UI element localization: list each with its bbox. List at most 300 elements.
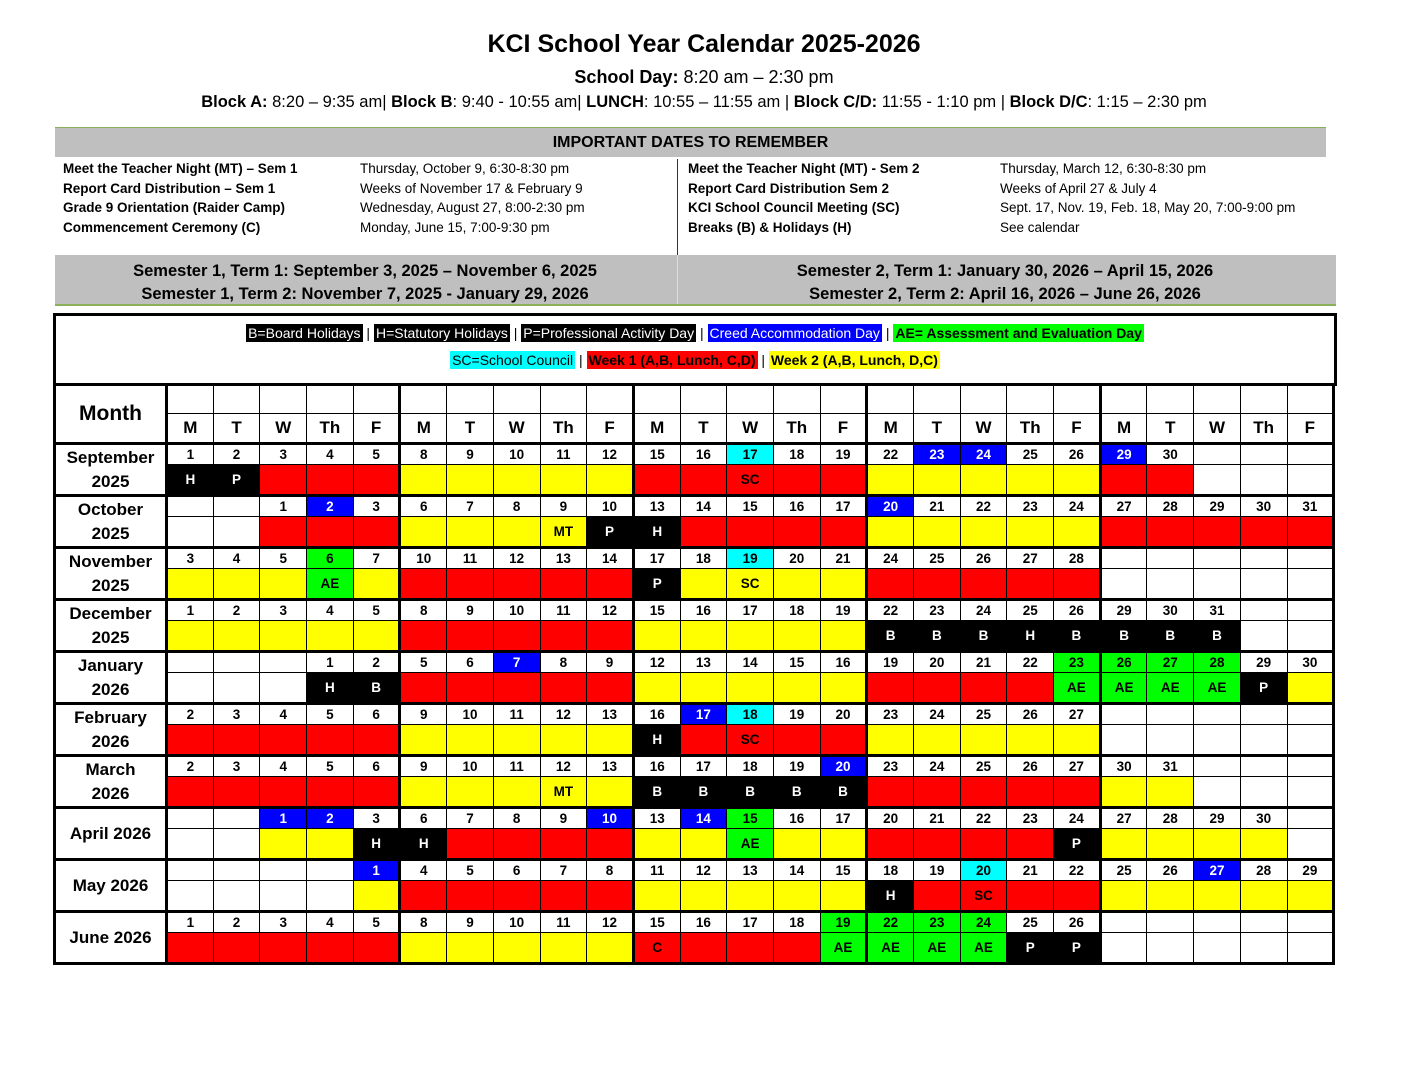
week-header-spacer [400,385,447,414]
day-number: 22 [960,496,1007,517]
day-event [1287,829,1334,860]
day-number: 10 [587,496,634,517]
day-event [400,777,447,808]
month-label [55,756,167,808]
month-label-line: 2025 [91,575,130,595]
month-label [55,912,167,964]
day-number: 27 [1147,652,1194,673]
day-event [680,881,727,912]
day-number: 20 [960,860,1007,881]
day-event [447,517,494,548]
day-event [1287,777,1334,808]
day-number: 31 [1287,496,1334,517]
month-label-line: 2025 [91,523,130,543]
day-event [167,517,214,548]
day-event [820,465,867,496]
important-date-row [63,198,673,218]
day-number: 5 [353,912,400,933]
day-number: 4 [260,756,307,777]
day-number: 27 [1054,704,1101,725]
day-number [167,652,214,673]
legend [53,313,1337,386]
important-date-row [688,198,1318,218]
day-number: 1 [167,444,214,465]
day-number: 19 [727,548,774,569]
week-header-spacer [914,385,961,414]
day-header: M [633,414,680,444]
day-number: 3 [260,444,307,465]
day-event [447,621,494,652]
day-event [167,777,214,808]
day-number: 28 [1240,860,1287,881]
week-header-spacer [353,385,400,414]
day-number: 19 [867,652,914,673]
day-event [353,777,400,808]
day-number [1287,808,1334,829]
day-number: 20 [820,704,867,725]
day-event [1240,829,1287,860]
month-label [55,860,167,912]
day-number: 20 [867,496,914,517]
day-event: B [914,621,961,652]
day-event [680,829,727,860]
day-number: 31 [1194,600,1241,621]
week-header-spacer [1287,385,1334,414]
day-number: 24 [914,704,961,725]
month-dates-row [55,756,1334,777]
day-event [820,725,867,756]
day-event [587,465,634,496]
day-event [633,465,680,496]
day-event [960,829,1007,860]
day-number: 26 [1054,444,1101,465]
day-number: 25 [914,548,961,569]
day-event: B [1147,621,1194,652]
important-date-value: Thursday, March 12, 6:30-8:30 pm [1000,161,1207,176]
day-event [213,829,260,860]
day-event [167,933,214,964]
day-number [1240,444,1287,465]
day-header: M [867,414,914,444]
day-event: AE [1194,673,1241,704]
day-event [867,465,914,496]
day-number [1194,444,1241,465]
day-event [1100,777,1147,808]
day-event [587,569,634,600]
important-date-row [688,218,1318,238]
week-header-spacer [1194,385,1241,414]
day-event [493,777,540,808]
day-header: Th [540,414,587,444]
day-number: 14 [727,652,774,673]
day-number: 22 [867,444,914,465]
day-event [260,829,307,860]
day-header: F [1054,414,1101,444]
day-number: 10 [493,600,540,621]
block-schedule [0,93,1408,112]
week-header-spacer [773,385,820,414]
month-label-line: May 2026 [72,875,149,895]
day-event [773,829,820,860]
day-number: 2 [167,704,214,725]
day-event [1240,621,1287,652]
day-event [914,673,961,704]
legend-line-2 [56,352,1334,368]
page-title: KCI School Year Calendar 2025-2026 [487,30,921,58]
week-header-spacer [493,385,540,414]
day-number: 6 [353,756,400,777]
day-number: 27 [1100,496,1147,517]
day-number: 12 [493,548,540,569]
day-event [1287,569,1334,600]
day-number: 6 [493,860,540,881]
day-number: 1 [260,808,307,829]
day-event [1147,517,1194,548]
day-event: AE [914,933,961,964]
month-header: Month [55,385,167,444]
day-number: 5 [353,444,400,465]
important-date-value: Monday, June 15, 7:00-9:30 pm [360,219,550,235]
day-header: F [353,414,400,444]
day-event [960,465,1007,496]
day-event: H [167,465,214,496]
important-date-value: See calendar [1000,219,1080,235]
day-header: T [680,414,727,444]
day-number: 7 [540,860,587,881]
day-number: 12 [540,704,587,725]
day-event [1240,725,1287,756]
day-event [914,569,961,600]
day-number [1194,704,1241,725]
day-number: 25 [1007,444,1054,465]
important-date-row [688,179,1318,199]
day-event: AE [867,933,914,964]
day-event [447,881,494,912]
day-number: 9 [587,652,634,673]
day-event [260,517,307,548]
day-event [587,725,634,756]
day-event [1147,725,1194,756]
important-date-label: Meet the Teacher Night (MT) – Sem 1 [63,161,298,176]
day-number: 28 [1054,548,1101,569]
day-event [914,881,961,912]
day-event [353,933,400,964]
day-event [680,673,727,704]
day-number [1100,912,1147,933]
day-number: 27 [1007,548,1054,569]
day-event: SC [727,725,774,756]
day-event [1100,881,1147,912]
day-event: H [633,725,680,756]
day-number: 13 [587,756,634,777]
day-number: 12 [587,600,634,621]
day-event [447,673,494,704]
day-event: AE [307,569,354,600]
day-number: 4 [307,912,354,933]
day-event [680,725,727,756]
day-number: 7 [493,652,540,673]
important-date-label: Breaks (B) & Holidays (H) [688,219,852,235]
day-event [1007,569,1054,600]
legend-separator: | [757,352,769,368]
week-header-spacer [633,385,680,414]
month-events-row [55,673,1334,704]
day-number: 10 [587,808,634,829]
day-number: 24 [960,444,1007,465]
important-date-row [63,159,673,179]
day-number: 16 [680,912,727,933]
day-event [867,517,914,548]
day-number [1287,704,1334,725]
important-date-value: Thursday, October 9, 6:30-8:30 pm [360,161,570,176]
day-number: 8 [493,496,540,517]
day-event [400,673,447,704]
day-event [1100,933,1147,964]
day-number: 1 [353,860,400,881]
day-event [587,829,634,860]
day-event: AE [960,933,1007,964]
day-event [493,829,540,860]
block-time: 11:55 - 1:10 pm | [877,93,1010,111]
day-number: 16 [773,808,820,829]
important-date-value: Sept. 17, Nov. 19, Feb. 18, May 20, 7:00-9:00 pm [1000,200,1296,215]
day-number: 6 [400,808,447,829]
day-event [773,517,820,548]
day-event [914,517,961,548]
day-event [1287,673,1334,704]
day-number: 14 [680,496,727,517]
day-event [867,673,914,704]
day-number: 9 [447,912,494,933]
day-event [447,777,494,808]
day-number: 4 [307,444,354,465]
semester-divider [677,255,678,304]
day-event [773,725,820,756]
day-number [167,860,214,881]
day-header: W [960,414,1007,444]
day-event [353,517,400,548]
day-number: 13 [587,704,634,725]
week-header-spacer [727,385,774,414]
day-event [260,569,307,600]
day-header: Th [1007,414,1054,444]
day-number: 17 [680,704,727,725]
school-day-label: School Day: [574,67,679,87]
day-number [1240,912,1287,933]
day-event [914,725,961,756]
day-number: 16 [773,496,820,517]
month-events-row [55,881,1334,912]
day-number: 4 [260,704,307,725]
day-number: 5 [260,548,307,569]
day-number: 14 [680,808,727,829]
day-number: 3 [167,548,214,569]
day-number: 3 [260,600,307,621]
day-number: 2 [213,600,260,621]
day-event [1147,465,1194,496]
legend-item: B=Board Holidays [248,325,361,341]
day-event [1194,829,1241,860]
day-number: 24 [960,912,1007,933]
month-events-row [55,621,1334,652]
day-event [587,673,634,704]
semester-term-line: Semester 1, Term 1: September 3, 2025 – November 6, 2025 [133,262,597,280]
day-event [260,725,307,756]
day-event [1240,517,1287,548]
day-number: 15 [633,444,680,465]
day-event [167,621,214,652]
day-number [1100,704,1147,725]
day-event [960,777,1007,808]
day-number: 5 [307,704,354,725]
day-event [540,621,587,652]
day-number: 11 [540,444,587,465]
day-event [1240,933,1287,964]
important-date-label: KCI School Council Meeting (SC) [688,200,900,215]
day-event [773,673,820,704]
day-number: 29 [1240,652,1287,673]
day-event [960,569,1007,600]
day-number: 15 [633,600,680,621]
day-event [540,881,587,912]
day-number: 30 [1147,600,1194,621]
legend-item: AE= Assessment and Evaluation Day [895,325,1142,341]
day-number: 10 [447,704,494,725]
day-number: 23 [1054,652,1101,673]
important-date-label: Report Card Distribution Sem 2 [688,180,890,196]
day-event [260,621,307,652]
day-number: 3 [213,704,260,725]
day-number [1147,912,1194,933]
day-header: Th [307,414,354,444]
day-event [820,881,867,912]
day-number: 5 [400,652,447,673]
day-event [773,933,820,964]
day-number: 10 [493,444,540,465]
important-dates-title: IMPORTANT DATES TO REMEMBER [55,128,1326,157]
important-date-row [688,159,1318,179]
day-number: 15 [820,860,867,881]
day-event [493,881,540,912]
day-event: P [213,465,260,496]
day-event [167,673,214,704]
day-number: 26 [1054,912,1101,933]
day-event [1287,465,1334,496]
day-event [213,673,260,704]
legend-line-1 [56,325,1334,341]
day-event [633,673,680,704]
day-event [353,465,400,496]
day-number: 26 [1100,652,1147,673]
day-event [1194,517,1241,548]
month-label-line: 2026 [91,731,130,751]
day-number: 30 [1287,652,1334,673]
important-date-row [63,218,673,238]
day-event [540,829,587,860]
day-number: 29 [1287,860,1334,881]
week-header-spacer [960,385,1007,414]
day-event [493,621,540,652]
day-number: 13 [633,808,680,829]
day-number: 15 [633,912,680,933]
day-event [1194,465,1241,496]
day-event [820,673,867,704]
day-event [307,933,354,964]
day-event: AE [1054,673,1101,704]
week-header-spacer [540,385,587,414]
day-number: 12 [587,912,634,933]
day-number: 23 [1007,496,1054,517]
important-date-label: Meet the Teacher Night (MT) - Sem 2 [688,161,920,176]
month-events-row [55,829,1334,860]
day-number: 21 [820,548,867,569]
month-label [55,496,167,548]
day-number: 1 [260,496,307,517]
important-date-value: Weeks of November 17 & February 9 [360,180,583,196]
day-number: 17 [727,912,774,933]
day-event [213,621,260,652]
month-label-line: January [77,655,144,675]
day-event [307,517,354,548]
day-number: 30 [1240,496,1287,517]
day-event [353,881,400,912]
day-header-row [55,414,1334,444]
semester-term-line: Semester 1, Term 2: November 7, 2025 - January 29, 2026 [141,285,589,303]
day-number [213,496,260,517]
week-header-spacer [1054,385,1101,414]
month-label [55,704,167,756]
day-number: 4 [213,548,260,569]
day-number: 23 [914,600,961,621]
day-event [1240,881,1287,912]
day-number: 23 [914,444,961,465]
day-event [1100,465,1147,496]
month-label-line: February [74,707,147,727]
day-number: 1 [167,600,214,621]
day-event [540,725,587,756]
day-header: W [260,414,307,444]
day-event: MT [540,777,587,808]
day-number: 9 [400,704,447,725]
day-event [1100,829,1147,860]
day-number: 13 [727,860,774,881]
day-header: W [727,414,774,444]
day-event [447,829,494,860]
day-number [1194,756,1241,777]
day-number: 30 [1100,756,1147,777]
day-event: AE [820,933,867,964]
day-number [1240,704,1287,725]
day-event [400,569,447,600]
day-number: 22 [1007,652,1054,673]
day-event [633,881,680,912]
day-number: 30 [1240,808,1287,829]
day-number [1240,548,1287,569]
day-event: P [1007,933,1054,964]
day-number: 1 [167,912,214,933]
important-dates-left [63,159,673,256]
day-number: 21 [960,652,1007,673]
month-label-line: November [68,551,153,571]
day-number: 18 [680,548,727,569]
important-dates-section [55,127,1326,256]
day-event [1287,621,1334,652]
day-event: B [1054,621,1101,652]
day-number: 25 [1100,860,1147,881]
day-header: T [447,414,494,444]
day-number: 8 [587,860,634,881]
day-event [1007,881,1054,912]
